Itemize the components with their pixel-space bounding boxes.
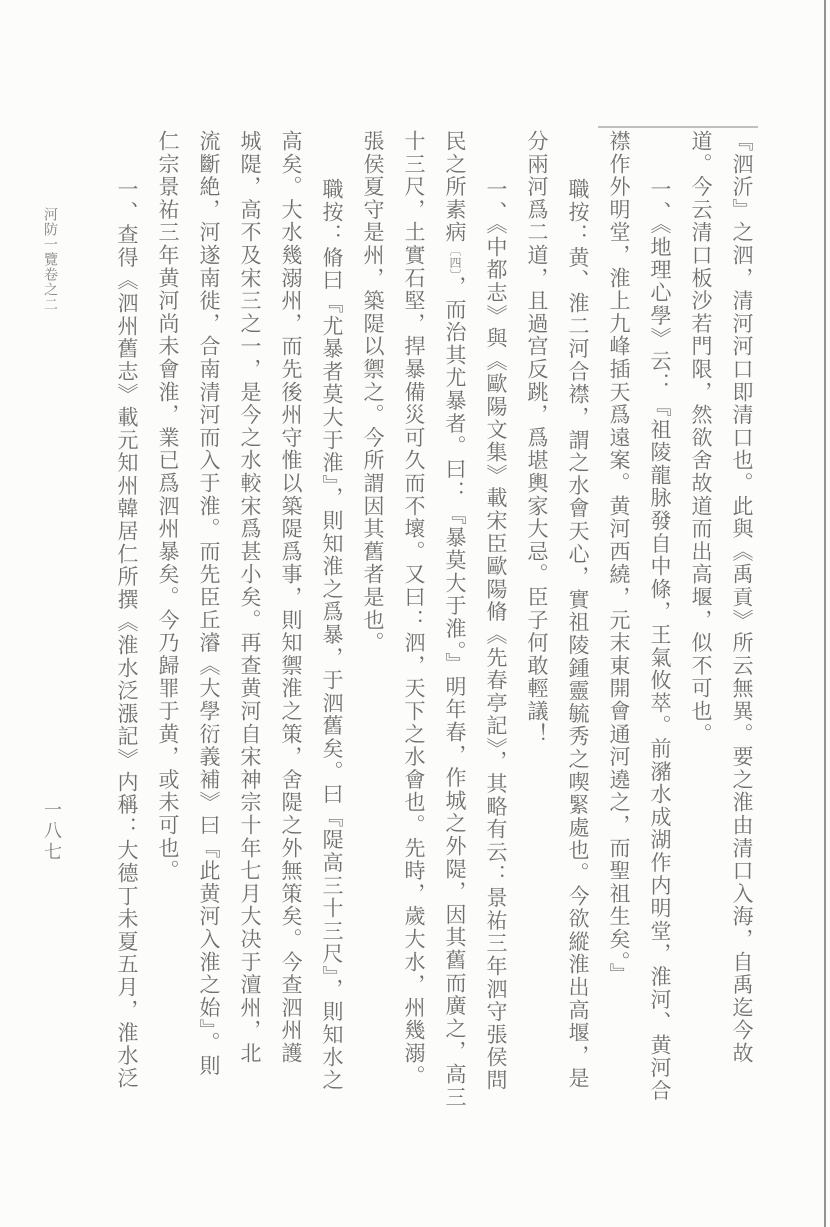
text-column-2	[680, 130, 721, 1105]
column-text: 一、查得《泗州舊志》載元知州韓居仁所撰《淮水泛漲記》内稱：大德丁未夏五月，淮水泛	[115, 178, 139, 1090]
text-column-9	[393, 130, 434, 1105]
column-text: 『泗沂』之泗，清河河口即清口也。此與《禹貢》所云無異。要之淮由清口入海，自禹迄今故	[730, 130, 754, 1065]
column-text: 一、《地理心學》云：『祖陵龍脉發自中條，王氣攸萃。前瀦水成湖作内明堂，淮河、黄河合	[648, 178, 672, 1103]
column-text: 職按：黄、淮二河合襟，謂之水會天心，實祖陵鍾靈毓秀之喫緊處也。今欲縱淮出高堰，是	[566, 178, 590, 1090]
text-column-4	[598, 130, 639, 1105]
text-column-11	[311, 130, 352, 1105]
text-column-6	[516, 130, 557, 1105]
text-column-5	[557, 130, 598, 1105]
text-column-10	[352, 130, 393, 1105]
scan-edge-line	[824, 0, 826, 1227]
column-text: ，而治其尤暴者。曰：『暴莫大于淮。』明年春，作城之外隄，因其舊而廣之，高三	[443, 275, 467, 1109]
column-text: 仁宗景祐三年黄河尚未會淮，業已爲泗州暴矣。今乃歸罪于黄，或未可也。	[156, 130, 180, 883]
column-text: 張侯夏守是州，築隄以禦之。今所謂因其舊者是也。	[361, 130, 385, 655]
volume-running-title: 河防一覽卷之二	[42, 207, 58, 312]
inline-annotation-marker: 〔四〕	[448, 244, 462, 276]
column-text: 流斷絶，河遂南徙，合南清河而入于淮。而先臣丘濬《大學衍義補》曰『此黄河入淮之始』。則	[197, 130, 221, 1078]
text-column-13	[229, 130, 270, 1105]
column-text: 十三尺，土實石堅，捍暴備災可久而不壞。又曰：泗，天下之水會也。先時，歲大水，州幾溺。	[402, 130, 426, 1088]
column-text: 一、《中都志》與《歐陽文集》載宋臣歐陽脩《先春亭記》，其略有云：景祐三年泗守張侯問	[484, 178, 508, 1092]
text-column-1	[721, 130, 762, 1105]
text-column-16	[106, 130, 147, 1105]
main-text-block	[106, 130, 762, 1109]
text-column-12	[270, 130, 311, 1105]
column-text: 襟作外明堂，淮上九峰插天爲遠案。黄河西繞，元末東開會通河遶之，而聖祖生矣。』	[607, 130, 631, 986]
column-text: 道。今云清口板沙若門限，然欲舍故道而出高堰，似不可也。	[689, 130, 713, 746]
text-column-7	[475, 130, 516, 1105]
text-column-14	[188, 130, 229, 1105]
column-text: 分兩河爲二道，且過宫反跳，爲堪輿家大忌。臣子何敢輕議！	[525, 130, 549, 746]
page-number: 一八七	[41, 800, 62, 863]
column-text: 高矣。大水幾溺州，而先後州守惟以築隄爲事，則知禦淮之策，舍隄之外無策矣。今查泗州護	[279, 130, 303, 1065]
text-column-8	[434, 130, 475, 1109]
column-text: 職按：脩曰『尤暴者莫大于淮』，則知淮之爲暴，于泗舊矣。曰『隄高三十三尺』，則知水之	[320, 178, 344, 1092]
text-column-3	[639, 130, 680, 1105]
column-text: 城隄，高不及宋三之一，是今之水較宋爲甚小矣。再查黄河自宋神宗十年七月大决于澶州，北	[238, 130, 262, 1065]
column-text: 民之所素病	[443, 130, 467, 244]
text-column-15	[147, 130, 188, 1105]
scan-artifact-line	[598, 126, 758, 128]
